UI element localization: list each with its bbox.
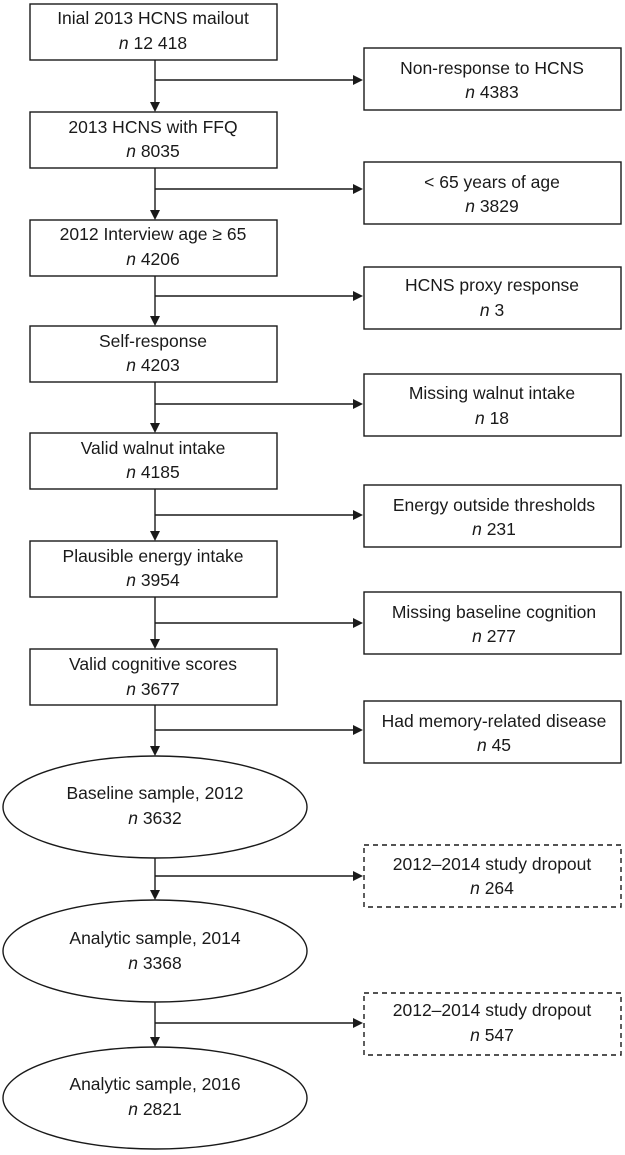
step-baseline-sample — [3, 756, 307, 858]
step-count: n 12 418 — [118, 33, 188, 53]
step-ellipse — [3, 900, 307, 1002]
exclusion-label: < 65 years of age — [424, 172, 560, 192]
exclusion-label: Non-response to HCNS — [400, 58, 584, 78]
down-arrowhead — [150, 1037, 160, 1047]
step-label: 2013 HCNS with FFQ — [68, 117, 238, 137]
exclusion-arrowhead — [353, 75, 363, 85]
exclusion-arrowhead — [353, 871, 363, 881]
exclusion-arrowhead — [353, 291, 363, 301]
exclusion-label: Missing baseline cognition — [391, 602, 597, 622]
exclusion-arrowhead — [353, 725, 363, 735]
step-hcns-with-ffq — [30, 112, 277, 168]
step-ellipse — [3, 756, 307, 858]
step-count: n 3632 — [128, 808, 182, 828]
step-count: n 4185 — [126, 462, 180, 482]
exclusion-label: 2012–2014 study dropout — [392, 1000, 592, 1020]
exclusion-label: Energy outside thresholds — [392, 495, 596, 515]
step-count: n 8035 — [126, 141, 180, 161]
down-arrowhead — [150, 210, 160, 220]
exclusion-under-65 — [364, 162, 621, 224]
exclusion-count: n 45 — [476, 735, 512, 755]
exclusion-count: n 3829 — [465, 196, 519, 216]
exclusion-label: Had memory-related disease — [381, 711, 607, 731]
step-count: n 4203 — [126, 355, 180, 375]
exclusion-count: n 4383 — [465, 82, 519, 102]
step-label: Self-response — [99, 331, 207, 351]
down-arrowhead — [150, 746, 160, 756]
exclusion-count: n 3 — [479, 300, 505, 320]
exclusion-memory-disease — [364, 701, 621, 763]
exclusion-count: n 231 — [472, 519, 516, 539]
step-count: n 3954 — [126, 570, 180, 590]
exclusion-label: 2012–2014 study dropout — [392, 854, 592, 874]
exclusion-energy-thresholds — [364, 485, 621, 547]
step-label: Valid cognitive scores — [69, 654, 237, 674]
step-self-response — [30, 326, 277, 382]
step-analytic-sample-2014 — [3, 900, 307, 1002]
step-interview-age — [30, 220, 277, 276]
step-plausible-energy-intake — [30, 541, 277, 597]
step-label: Baseline sample, 2012 — [66, 783, 244, 803]
exclusion-dropout-2014 — [364, 845, 621, 907]
exclusion-arrowhead — [353, 399, 363, 409]
exclusion-count: n 547 — [470, 1025, 514, 1045]
exclusion-arrowhead — [353, 1018, 363, 1028]
exclusion-count: n 18 — [474, 408, 510, 428]
exclusion-missing-cognition — [364, 592, 621, 654]
step-valid-walnut-intake — [30, 433, 277, 489]
step-ellipse — [3, 1047, 307, 1149]
step-count: n 4206 — [126, 249, 180, 269]
exclusion-missing-walnut — [364, 374, 621, 436]
step-label: Analytic sample, 2016 — [69, 1074, 241, 1094]
step-count: n 3677 — [126, 679, 180, 699]
down-arrowhead — [150, 316, 160, 326]
down-arrowhead — [150, 102, 160, 112]
exclusion-count: n 277 — [472, 626, 516, 646]
exclusion-count: n 264 — [470, 878, 514, 898]
step-count: n 2821 — [128, 1099, 182, 1119]
step-label: Valid walnut intake — [80, 438, 226, 458]
exclusion-proxy-response — [364, 267, 621, 329]
step-analytic-sample-2016 — [3, 1047, 307, 1149]
exclusion-dropout-2016 — [364, 993, 621, 1055]
exclusion-label: Missing walnut intake — [408, 383, 576, 403]
exclusion-non-response — [364, 48, 621, 110]
step-label: Analytic sample, 2014 — [69, 928, 241, 948]
step-label: 2012 Interview age ≥ 65 — [59, 224, 247, 244]
step-count: n 3368 — [128, 953, 182, 973]
exclusion-label: HCNS proxy response — [404, 275, 580, 295]
step-label: Inial 2013 HCNS mailout — [57, 8, 249, 28]
step-label: Plausible energy intake — [62, 546, 244, 566]
step-initial-mailout — [30, 4, 277, 60]
step-valid-cognitive-scores — [30, 649, 277, 705]
exclusion-arrowhead — [353, 510, 363, 520]
down-arrowhead — [150, 531, 160, 541]
down-arrowhead — [150, 890, 160, 900]
exclusion-arrowhead — [353, 184, 363, 194]
down-arrowhead — [150, 639, 160, 649]
down-arrowhead — [150, 423, 160, 433]
exclusion-arrowhead — [353, 618, 363, 628]
